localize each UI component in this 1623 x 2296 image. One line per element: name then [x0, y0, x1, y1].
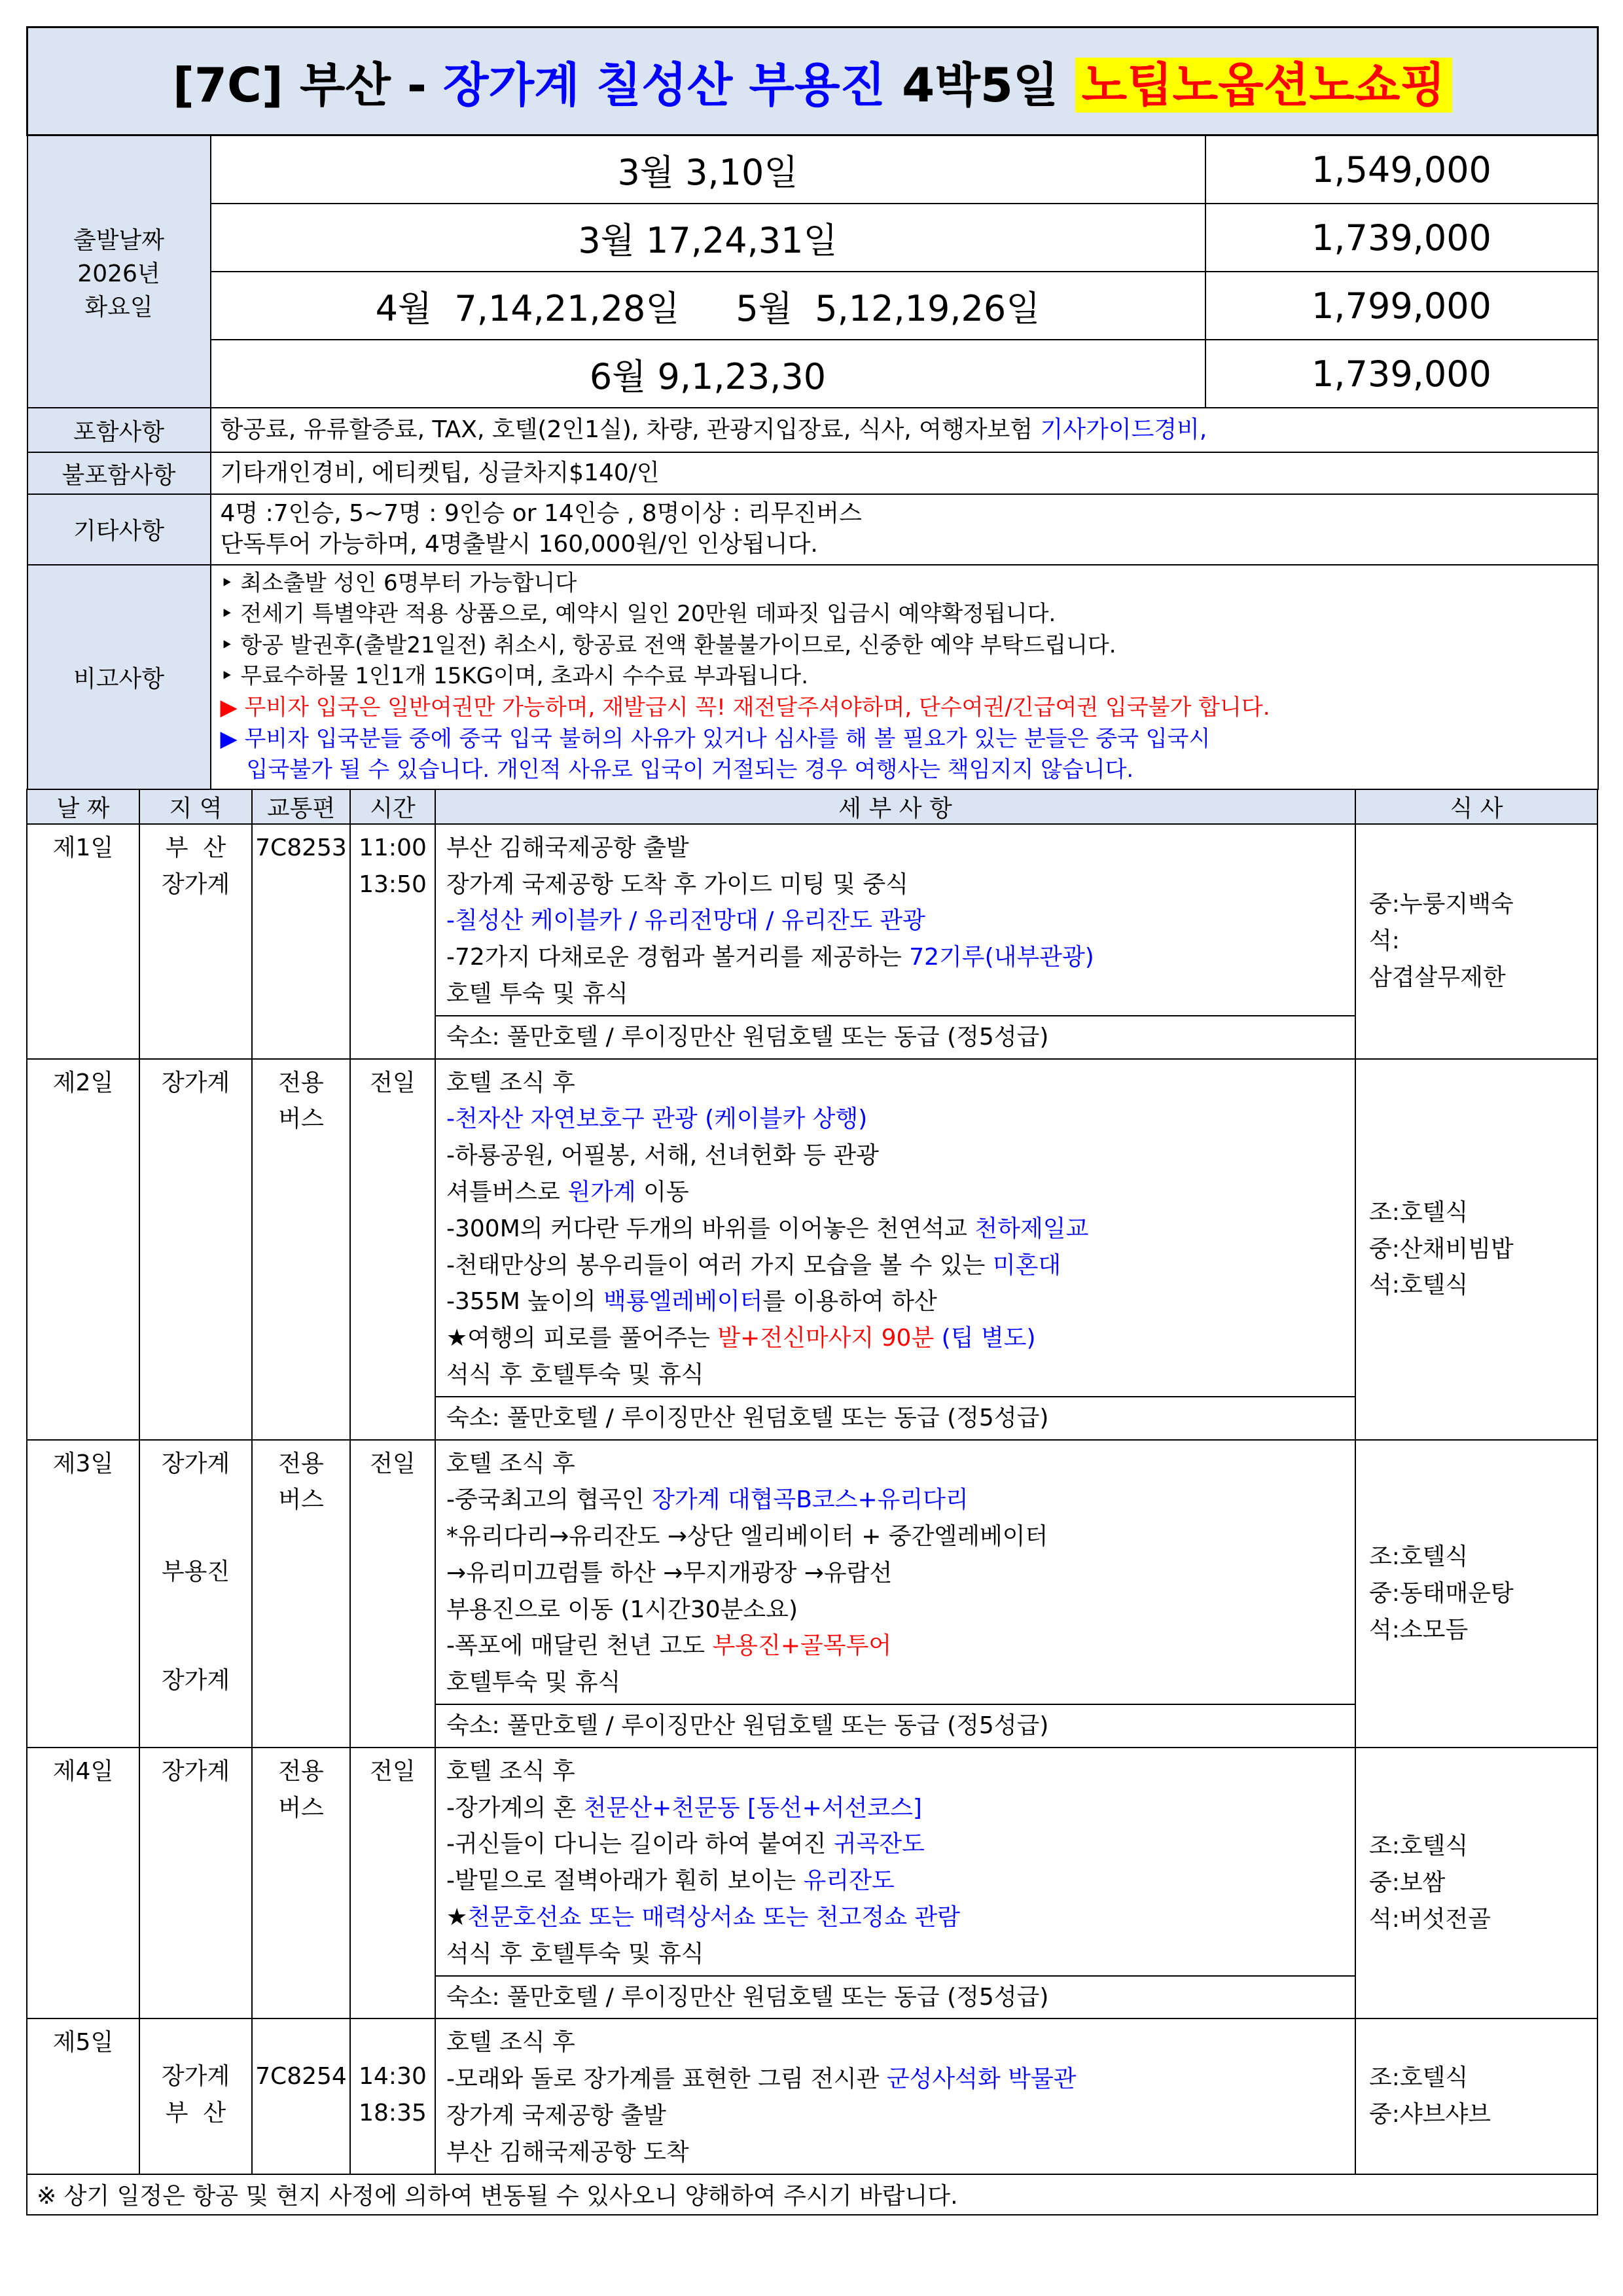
transport-bus: 전용 버스: [252, 1059, 350, 1440]
remark-item: ‣ 항공 발권후(출발21일전) 취소시, 항공료 전액 환불불가이므로, 신중한 예약 부탁드립니다.: [220, 632, 1116, 658]
hotel-line: 숙소: 풀만호텔 / 루이징만산 원덤호텔 또는 동급 (정5성급): [435, 1976, 1355, 2019]
included-label: 포함사항: [27, 408, 211, 452]
day-number: 제2일: [27, 1059, 139, 1440]
header-date: 날 짜: [27, 789, 139, 824]
flight-number: 7C8254: [252, 2018, 350, 2174]
departure-label: 출발날짜 2026년 화요일: [27, 135, 211, 408]
day-details: 호텔 조식 후 -모래와 돌로 장가계를 표현한 그림 전시관 군성사석화 박물관 장가계 국제공항 출발 부산 김해국제공항 도착: [435, 2018, 1355, 2174]
included-highlight: 기사가이드경비,: [1040, 416, 1207, 443]
day-row-1: [27, 824, 1597, 1016]
day-row-3: [27, 1440, 1597, 1705]
title-highlight-badge: 노팁노옵션노쇼핑: [1075, 58, 1452, 113]
remarks-label: 비고사항: [27, 565, 211, 789]
excluded-label: 불포함사항: [27, 452, 211, 494]
other-label: 기타사항: [27, 494, 211, 565]
excluded-text: 기타개인경비, 에티켓팁, 싱글차지$140/인: [211, 452, 1598, 494]
hotel-line: 숙소: 풀만호텔 / 루이징만산 원덤호텔 또는 동급 (정5성급): [435, 1397, 1355, 1440]
day-meals: 조:호텔식 중:동태매운탕 석:소모듬: [1355, 1440, 1597, 1748]
flight-times: 14:30 18:35: [350, 2018, 435, 2174]
departure-dates-3: 4월 7,14,21,28일 5월 5,12,19,26일: [211, 272, 1205, 340]
departure-price-2: 1,739,000: [1205, 204, 1598, 272]
title-duration: 4박5일: [902, 58, 1059, 113]
remark-warning-entry-cont: 입국불가 될 수 있습니다. 개인적 사유로 입국이 거절되는 경우 여행사는 책임지지 않습니다.: [246, 757, 1134, 783]
other-text: 4명 :7인승, 5~7명 : 9인승 or 14인승 , 8명이상 : 리무진버스 단독투어 가능하며, 4명출발시 160,000원/인 인상됩니다.: [211, 494, 1598, 565]
day-time: 전일: [350, 1440, 435, 1748]
day-row-2: [27, 1059, 1597, 1397]
departure-price-4: 1,739,000: [1205, 340, 1598, 408]
departure-dates-2: 3월 17,24,31일: [211, 204, 1205, 272]
day-region: 장가계 부용진 장가계: [139, 1440, 252, 1748]
day-region: 부 산 장가계: [139, 824, 252, 1059]
day-meals: 중:누룽지백숙 석: 삼겹살무제한: [1355, 824, 1597, 1059]
day-region: 장가계 부 산: [139, 2018, 252, 2174]
header-transport: 교통편: [252, 789, 350, 824]
header-details: 세 부 사 항: [435, 789, 1355, 824]
header-region: 지 역: [139, 789, 252, 824]
departure-dates-1: 3월 3,10일: [211, 135, 1205, 204]
remark-item: ‣ 최소출발 성인 6명부터 가능합니다: [220, 569, 577, 596]
footer-note: ※ 상기 일정은 항공 및 현지 사정에 의하여 변동될 수 있사오니 양해하여 주시기 바랍니다.: [27, 2174, 1597, 2215]
day-time: 전일: [350, 1748, 435, 2019]
title-route: 장가계 칠성산 부용진: [442, 58, 886, 113]
day-row-4: [27, 1748, 1597, 1976]
summary-table: [26, 26, 1599, 790]
departure-price-1: 1,549,000: [1205, 135, 1598, 204]
header-time: 시간: [350, 789, 435, 824]
day-row-5: [27, 2018, 1597, 2174]
day-meals: 조:호텔식 중:샤브샤브: [1355, 2018, 1597, 2174]
transport-bus: 전용 버스: [252, 1440, 350, 1748]
day-time: 전일: [350, 1059, 435, 1440]
transport-bus: 전용 버스: [252, 1748, 350, 2019]
day-region: 장가계: [139, 1748, 252, 2019]
flight-number: 7C8253: [252, 824, 350, 1059]
hotel-line: 숙소: 풀만호텔 / 루이징만산 원덤호텔 또는 동급 (정5성급): [435, 1016, 1355, 1059]
remark-warning-entry: ▶ 무비자 입국분들 중에 중국 입국 불허의 사유가 있거나 심사를 해 볼 필요가 있는 분들은 중국 입국시: [220, 725, 1211, 752]
title-code: [7C]: [173, 58, 283, 113]
day-number: 제5일: [27, 2018, 139, 2174]
day-number: 제1일: [27, 824, 139, 1059]
itinerary-sheet: [26, 26, 1597, 2215]
day-details: 호텔 조식 후 -천자산 자연보호구 관광 (케이블카 상행) -하룡공원, 어필봉, 서해, 선녀헌화 등 관광 셔틀버스로 원가계 이동 -300M의 커다란 두개의 바위를 이어놓은 천연석교 천하제일교 -천태만상의 봉우리들이 여러 가지 모습을 볼 수 있는 미혼대 -355M 높이의 백룡엘레베이터를 이용하여 하산 ★여행의 피로를 풀어주는 발+전신마사지 90분 (팁 별도) 석식 후 호텔투숙 및 휴식: [435, 1059, 1355, 1397]
day-region: 장가계: [139, 1059, 252, 1440]
day-details: 부산 김해국제공항 출발 장가계 국제공항 도착 후 가이드 미팅 및 중식 -칠성산 케이블카 / 유리전망대 / 유리잔도 관광 -72가지 다채로운 경험과 볼거리를 제공하는 72기루(내부관광) 호텔 투숙 및 휴식: [435, 824, 1355, 1016]
header-meals: 식 사: [1355, 789, 1597, 824]
title-origin: 부산 -: [299, 58, 427, 113]
flight-times: 11:00 13:50: [350, 824, 435, 1059]
remarks-list: [211, 565, 1598, 789]
day-meals: 조:호텔식 중:보쌈 석:버섯전골: [1355, 1748, 1597, 2019]
remark-warning-passport: ▶ 무비자 입국은 일반여권만 가능하며, 재발급시 꼭! 재전달주셔야하며, 단수여권/긴급여권 입국불가 합니다.: [220, 694, 1270, 721]
day-number: 제4일: [27, 1748, 139, 2019]
included-text: 항공료, 유류할증료, TAX, 호텔(2인1실), 차량, 관광지입장료, 식사, 여행자보험 기사가이드경비,: [211, 408, 1598, 452]
departure-dates-4: 6월 9,1,23,30: [211, 340, 1205, 408]
page-title: [27, 27, 1598, 135]
day-details: 호텔 조식 후 -장가계의 혼 천문산+천문동 [동선+서선코스] -귀신들이 다니는 길이라 하여 붙여진 귀곡잔도 -발밑으로 절벽아래가 훤히 보이는 유리잔도 ★천문호선쇼 또는 매력상서쇼 또는 천고정쇼 관람 석식 후 호텔투숙 및 휴식: [435, 1748, 1355, 1976]
day-meals: 조:호텔식 중:산채비빔밥 석:호텔식: [1355, 1059, 1597, 1440]
day-details: 호텔 조식 후 -중국최고의 협곡인 장가계 대협곡B코스+유리다리 *유리다리→유리잔도 →상단 엘리베이터 + 중간엘레베이터 →유리미끄럼틀 하산 →무지개광장 →유람선 부용진으로 이동 (1시간30분소요) -폭포에 매달린 천년 고도 부용진+골목투어 호텔투숙 및 휴식: [435, 1440, 1355, 1705]
day-number: 제3일: [27, 1440, 139, 1748]
hotel-line: 숙소: 풀만호텔 / 루이징만산 원덤호텔 또는 동급 (정5성급): [435, 1704, 1355, 1748]
departure-price-3: 1,799,000: [1205, 272, 1598, 340]
remark-item: ‣ 전세기 특별약관 적용 상품으로, 예약시 일인 20만원 데파짓 입금시 예약확정됩니다.: [220, 601, 1056, 628]
remark-item: ‣ 무료수하물 1인1개 15KG이며, 초과시 수수료 부과됩니다.: [220, 663, 809, 690]
schedule-table: [26, 789, 1598, 2215]
